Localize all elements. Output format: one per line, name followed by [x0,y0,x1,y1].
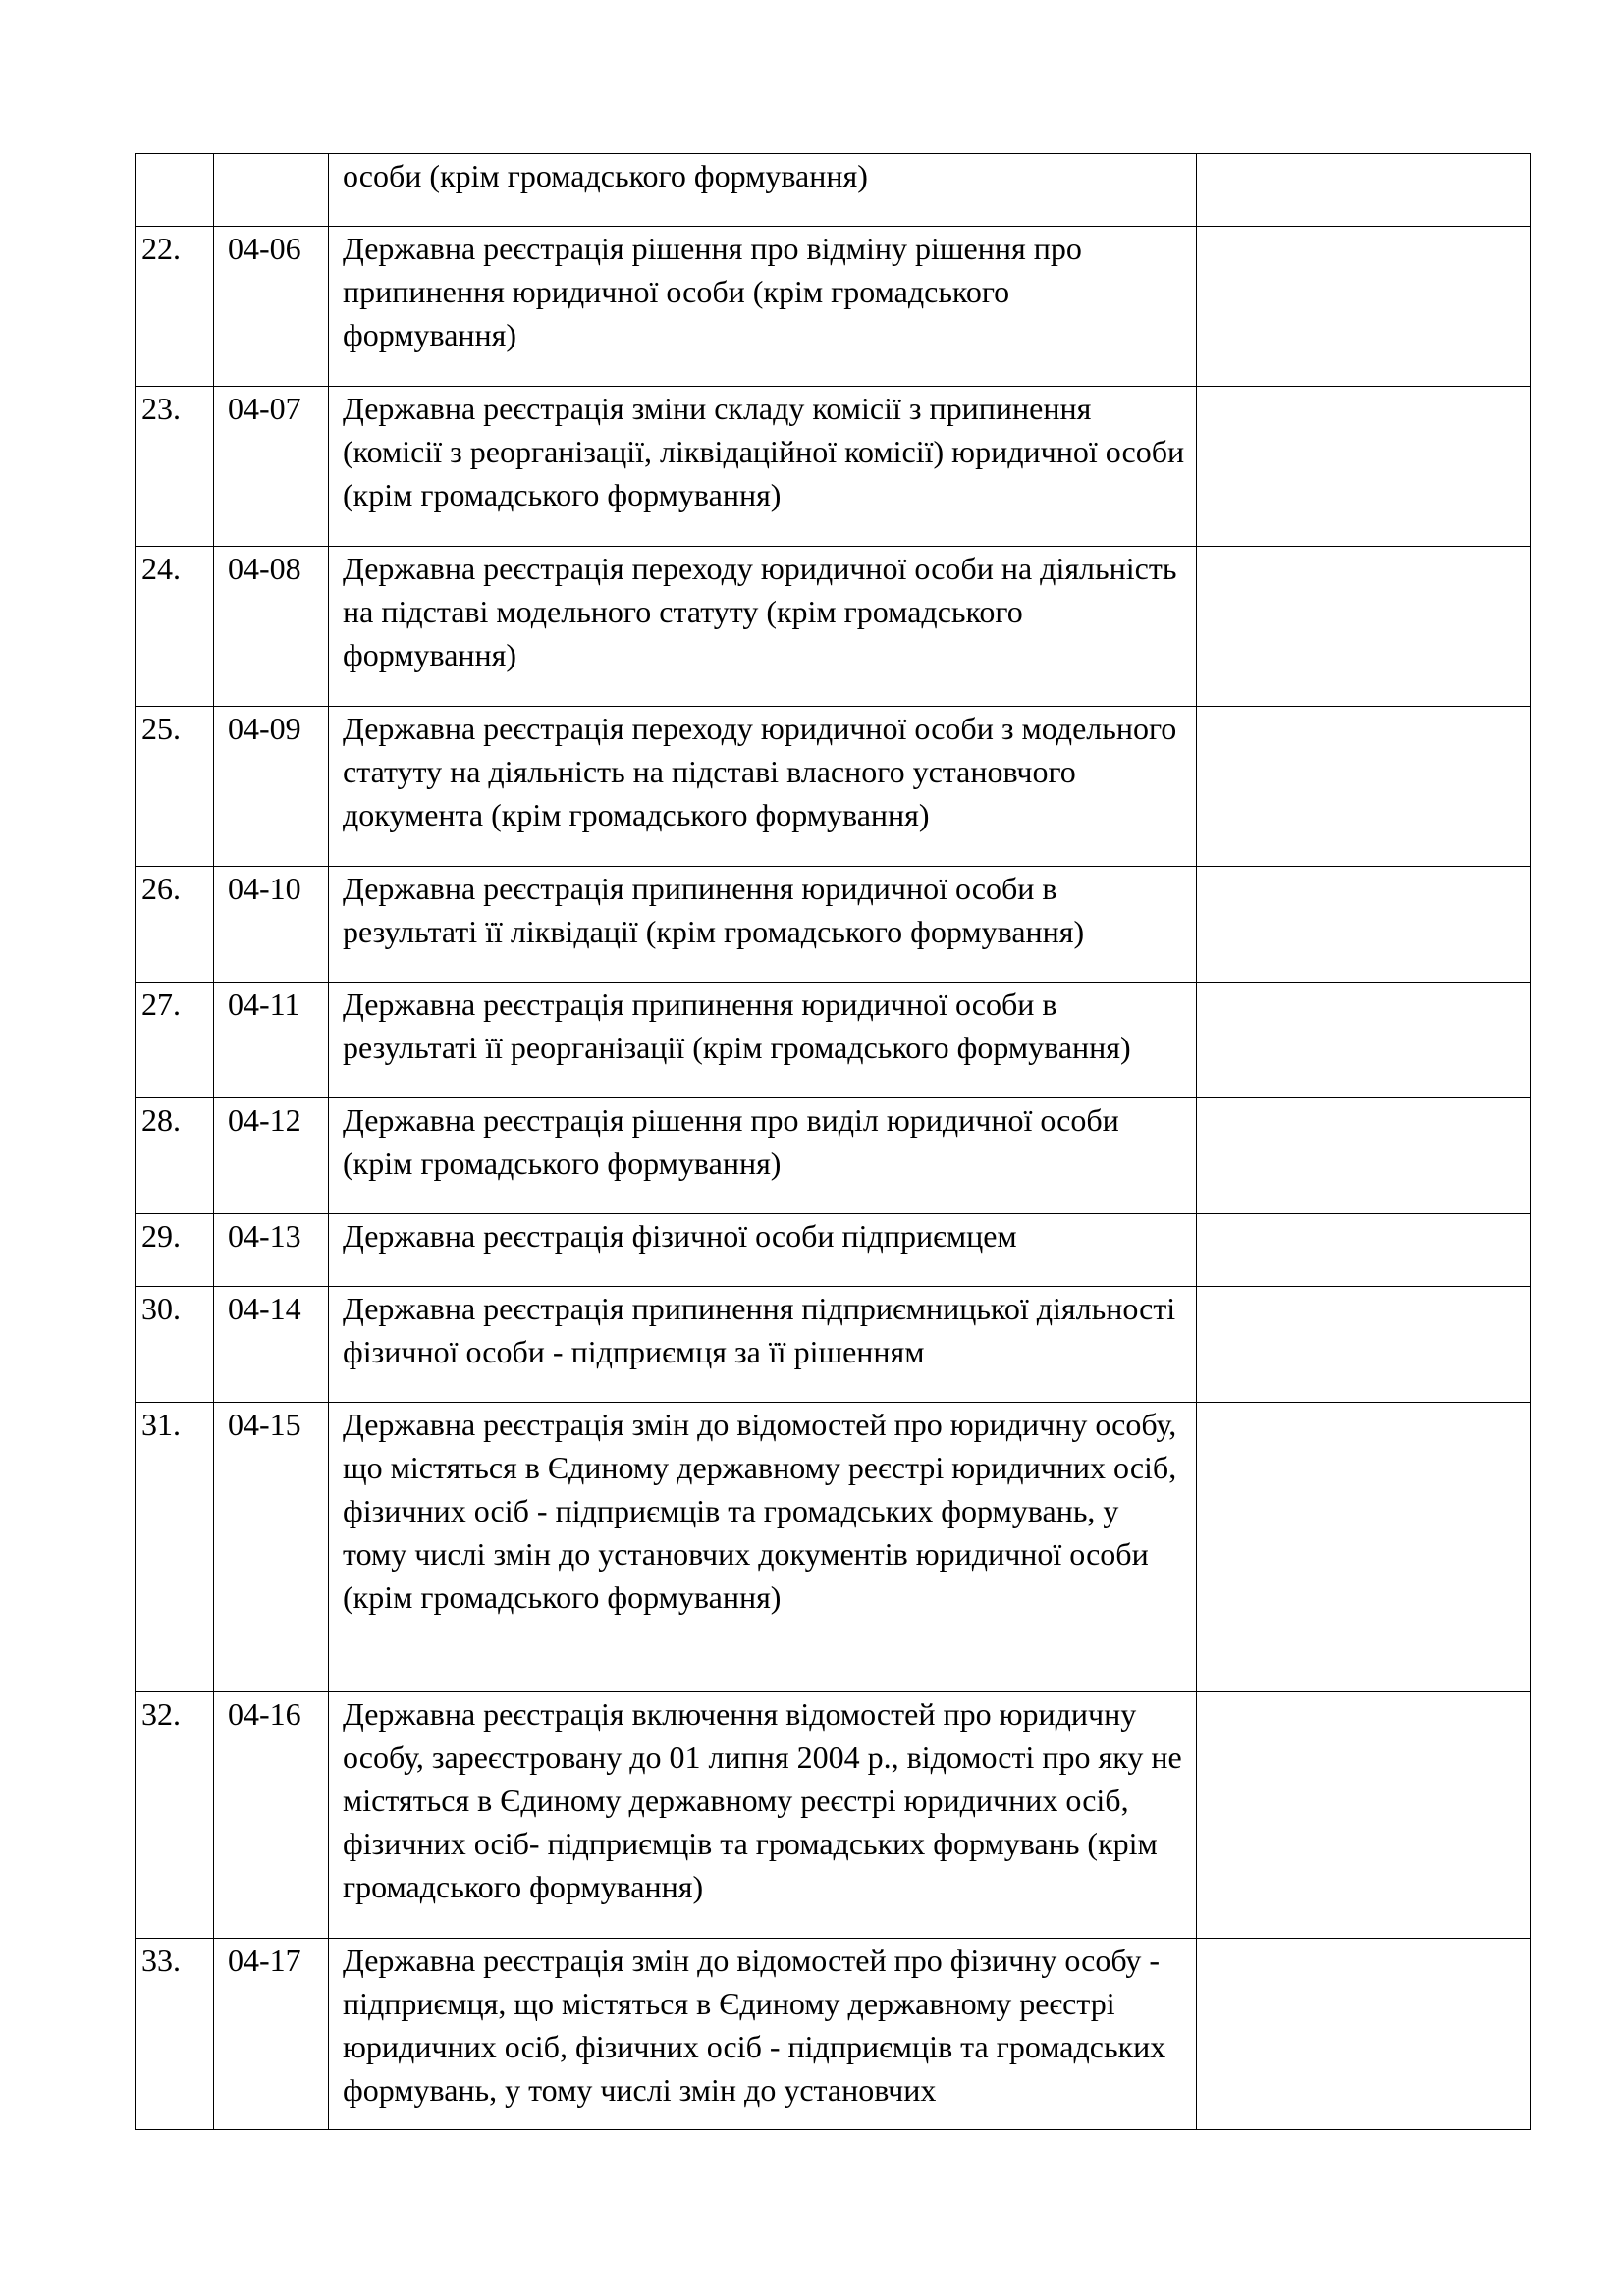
service-code: 04-08 [228,551,301,586]
service-code-cell [214,154,329,227]
service-name: Державна реєстрація включення відомостей про юридичну особу, зареєстровану до 01 липня 2004 р., відомості про яку не містяться в Єдиному державному реєстрі юридичних осіб, фізичних осіб- підприємців та громадських формувань (крім громадського формування) [343,1696,1182,1904]
note-cell [1197,1939,1531,2130]
row-number: 23. [141,391,181,426]
service-name-cell [329,547,1197,707]
note-cell [1197,227,1531,387]
note-cell [1197,1214,1531,1287]
service-code: 04-13 [228,1218,301,1254]
row-number-cell [136,1287,214,1403]
service-name: Державна реєстрація припинення підприємницької діяльності фізичної особи - підприємця за її рішенням [343,1291,1176,1369]
row-number-cell [136,867,214,983]
service-name-cell [329,387,1197,547]
table-row [136,387,1531,547]
service-name: Державна реєстрація рішення про виділ юридичної особи (крім громадського формування) [343,1102,1119,1181]
service-code: 04-16 [228,1696,301,1732]
row-number-cell [136,983,214,1098]
row-number: 33. [141,1943,181,1978]
row-number: 26. [141,871,181,906]
service-name: Державна реєстрація рішення про відміну рішення про припинення юридичної особи (крім громадського формування) [343,231,1082,352]
service-name-cell [329,1692,1197,1939]
table-row [136,1692,1531,1939]
note-cell [1197,1287,1531,1403]
service-name: Державна реєстрація переходу юридичної особи на діяльність на підставі модельного статуту (крім громадського формування) [343,551,1177,672]
service-name: Державна реєстрація припинення юридичної особи в результаті її реорганізації (крім громадського формування) [343,987,1131,1065]
service-name: Державна реєстрація фізичної особи підприємцем [343,1218,1017,1254]
service-code: 04-06 [228,231,301,266]
row-number: 29. [141,1218,181,1254]
row-number: 31. [141,1407,181,1442]
service-name: Державна реєстрація змін до відомостей про юридичну особу, що містяться в Єдиному державному реєстрі юридичних осіб, фізичних осіб - підприємців та громадських формувань, у тому числі змін до установчих документів юридичної особи (крім громадського формування) [343,1407,1177,1615]
note-cell [1197,707,1531,867]
row-number-cell [136,227,214,387]
note-cell [1197,1098,1531,1214]
table-row [136,1214,1531,1287]
service-code: 04-10 [228,871,301,906]
service-code: 04-14 [228,1291,301,1326]
service-code: 04-09 [228,711,301,746]
service-code-cell [214,387,329,547]
service-code-cell [214,1214,329,1287]
row-number: 27. [141,987,181,1022]
service-code: 04-11 [228,987,300,1022]
service-code-cell [214,1287,329,1403]
service-code: 04-07 [228,391,301,426]
service-code-cell [214,867,329,983]
table-row [136,867,1531,983]
services-table [135,153,1531,2130]
table-row [136,707,1531,867]
table-row [136,227,1531,387]
service-name-cell [329,707,1197,867]
row-number-cell [136,1403,214,1692]
service-code: 04-12 [228,1102,301,1138]
row-number-cell [136,387,214,547]
service-name: Державна реєстрація припинення юридичної особи в результаті її ліквідації (крім громадського формування) [343,871,1085,949]
service-name: Державна реєстрація зміни складу комісії з припинення (комісії з реорганізації, ліквідаційної комісії) юридичної особи (крім громадського формування) [343,391,1185,512]
service-code-cell [214,707,329,867]
service-code-cell [214,1939,329,2130]
row-number: 22. [141,231,181,266]
service-code-cell [214,1098,329,1214]
note-cell [1197,983,1531,1098]
service-name: особи (крім громадського формування) [343,158,868,193]
service-name-cell [329,1287,1197,1403]
service-name-cell [329,867,1197,983]
note-cell [1197,1403,1531,1692]
service-name: Державна реєстрація переходу юридичної особи з модельного статуту на діяльність на підставі власного установчого документа (крім громадського формування) [343,711,1177,832]
row-number-cell [136,707,214,867]
services-table-body [136,154,1531,2130]
service-code-cell [214,227,329,387]
note-cell [1197,1692,1531,1939]
row-number: 24. [141,551,181,586]
table-row [136,1098,1531,1214]
table-row [136,1939,1531,2130]
table-row [136,547,1531,707]
row-number: 28. [141,1102,181,1138]
note-cell [1197,867,1531,983]
row-number: 25. [141,711,181,746]
service-name-cell [329,227,1197,387]
service-code-cell [214,983,329,1098]
service-name-cell [329,1939,1197,2130]
row-number-cell [136,1939,214,2130]
table-row [136,983,1531,1098]
row-number-cell [136,154,214,227]
row-number-cell [136,1214,214,1287]
service-name-cell [329,1403,1197,1692]
row-number-cell [136,1098,214,1214]
service-code-cell [214,1692,329,1939]
service-name: Державна реєстрація змін до відомостей про фізичну особу - підприємця, що містяться в Єдиному державному реєстрі юридичних осіб, фізичних осіб - підприємців та громадських формувань, у тому числі змін до установчих [343,1943,1166,2108]
service-code: 04-17 [228,1943,301,1978]
note-cell [1197,154,1531,227]
table-row [136,1287,1531,1403]
row-number-cell [136,1692,214,1939]
row-number-cell [136,547,214,707]
service-code-cell [214,1403,329,1692]
service-name-cell [329,154,1197,227]
service-name-cell [329,1098,1197,1214]
service-name-cell [329,1214,1197,1287]
service-name-cell [329,983,1197,1098]
service-code-cell [214,547,329,707]
note-cell [1197,387,1531,547]
row-number: 30. [141,1291,181,1326]
service-code: 04-15 [228,1407,301,1442]
row-number: 32. [141,1696,181,1732]
table-row [136,1403,1531,1692]
table-row [136,154,1531,227]
note-cell [1197,547,1531,707]
